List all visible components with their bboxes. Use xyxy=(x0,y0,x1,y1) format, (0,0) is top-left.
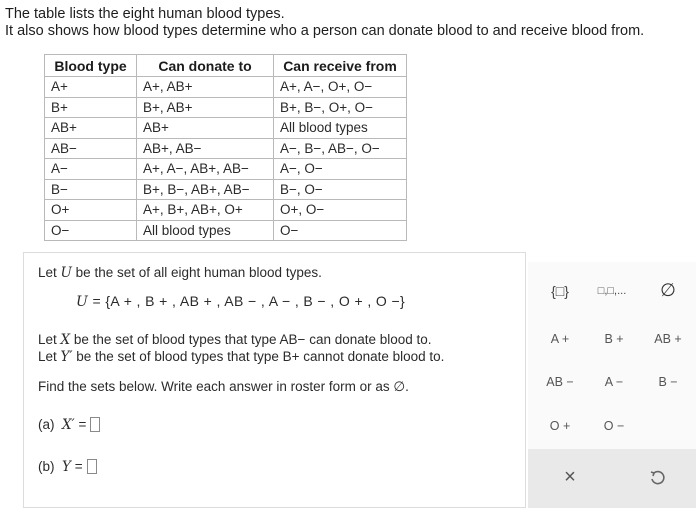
set-y-definition: Let Y′ be the set of blood types that type B+ cannot donate blood to. xyxy=(38,349,445,365)
undo-icon xyxy=(649,470,665,486)
universal-set-roster xyxy=(76,293,405,310)
key-o-minus[interactable]: O − xyxy=(603,419,625,433)
undo-button[interactable] xyxy=(635,466,679,488)
part-b: (b) Y = xyxy=(38,459,97,475)
cell-blood-type: AB− xyxy=(45,138,137,159)
question-panel xyxy=(23,252,526,508)
table-row xyxy=(45,179,407,200)
cell-donate: A+, B+, AB+, O+ xyxy=(137,200,274,221)
cell-donate: All blood types xyxy=(137,220,274,241)
cell-donate: A+, AB+ xyxy=(137,77,274,98)
key-o-plus[interactable]: O + xyxy=(549,419,571,433)
cell-blood-type: O− xyxy=(45,220,137,241)
var-x: X xyxy=(60,332,71,348)
table-header-row xyxy=(45,55,407,77)
table-row xyxy=(45,77,407,98)
key-ab-plus[interactable]: AB + xyxy=(654,332,682,346)
part-a: (a) X′ = xyxy=(38,417,100,433)
cell-donate: AB+ xyxy=(137,118,274,139)
set-x-definition: Let X be the set of blood types that type AB− can donate blood to. xyxy=(38,332,432,348)
cell-receive: O− xyxy=(274,220,407,241)
part-a-var: X′ xyxy=(62,417,75,433)
key-a-minus[interactable]: A − xyxy=(604,375,624,389)
header-blood-type: Blood type xyxy=(45,55,137,77)
part-b-label: (b) xyxy=(38,459,55,474)
part-b-answer-input[interactable] xyxy=(87,459,97,474)
var-u-lhs: U xyxy=(76,294,89,310)
blood-type-table xyxy=(44,54,407,241)
problem-intro xyxy=(5,6,644,40)
intro-line-1: The table lists the eight human blood types. xyxy=(5,6,285,22)
table-row xyxy=(45,159,407,180)
var-u: U xyxy=(60,265,72,281)
cell-blood-type: B− xyxy=(45,179,137,200)
cell-receive: A−, B−, AB−, O− xyxy=(274,138,407,159)
keypad-action-bar xyxy=(528,449,696,508)
cell-receive: B−, O− xyxy=(274,179,407,200)
clear-button[interactable]: × xyxy=(564,466,576,488)
cell-donate: A+, A−, AB+, AB− xyxy=(137,159,274,180)
table-row xyxy=(45,200,407,221)
header-can-receive-from: Can receive from xyxy=(274,55,407,77)
universal-set-elements: = {A + , B + , AB + , AB − , A − , B − , O + , O −} xyxy=(88,293,406,309)
set-braces-button[interactable]: {□} xyxy=(551,283,569,299)
part-a-label: (a) xyxy=(38,417,55,432)
key-b-plus[interactable]: B + xyxy=(604,332,624,346)
key-b-minus[interactable]: B − xyxy=(658,375,678,389)
table-row xyxy=(45,220,407,241)
empty-set-button[interactable]: ∅ xyxy=(660,280,676,300)
answer-keypad xyxy=(528,262,696,508)
cell-receive: B+, B−, O+, O− xyxy=(274,97,407,118)
cell-blood-type: A− xyxy=(45,159,137,180)
table-row xyxy=(45,138,407,159)
cell-donate: B+, AB+ xyxy=(137,97,274,118)
cell-blood-type: A+ xyxy=(45,77,137,98)
cell-receive: O+, O− xyxy=(274,200,407,221)
cell-blood-type: AB+ xyxy=(45,118,137,139)
table-row xyxy=(45,118,407,139)
table-row xyxy=(45,97,407,118)
key-a-plus[interactable]: A + xyxy=(550,332,570,346)
instruction: Find the sets below. Write each answer in roster form or as ∅. xyxy=(38,379,409,394)
cell-receive: A−, O− xyxy=(274,159,407,180)
intro-line-2: It also shows how blood types determine who a person can donate blood to and receive blood from. xyxy=(5,23,645,39)
part-a-answer-input[interactable] xyxy=(90,417,100,432)
cell-blood-type: O+ xyxy=(45,200,137,221)
list-button[interactable]: □,□,... xyxy=(597,285,627,297)
key-ab-minus[interactable]: AB − xyxy=(546,375,574,389)
cell-donate: B+, B−, AB+, AB− xyxy=(137,179,274,200)
cell-receive: All blood types xyxy=(274,118,407,139)
header-can-donate-to: Can donate to xyxy=(137,55,274,77)
cell-blood-type: B+ xyxy=(45,97,137,118)
cell-receive: A+, A−, O+, O− xyxy=(274,77,407,98)
cell-donate: AB+, AB− xyxy=(137,138,274,159)
var-y-prime: Y′ xyxy=(60,349,73,365)
part-b-var: Y xyxy=(62,459,71,475)
universal-set-definition: Let U be the set of all eight human blood types. xyxy=(38,265,322,281)
